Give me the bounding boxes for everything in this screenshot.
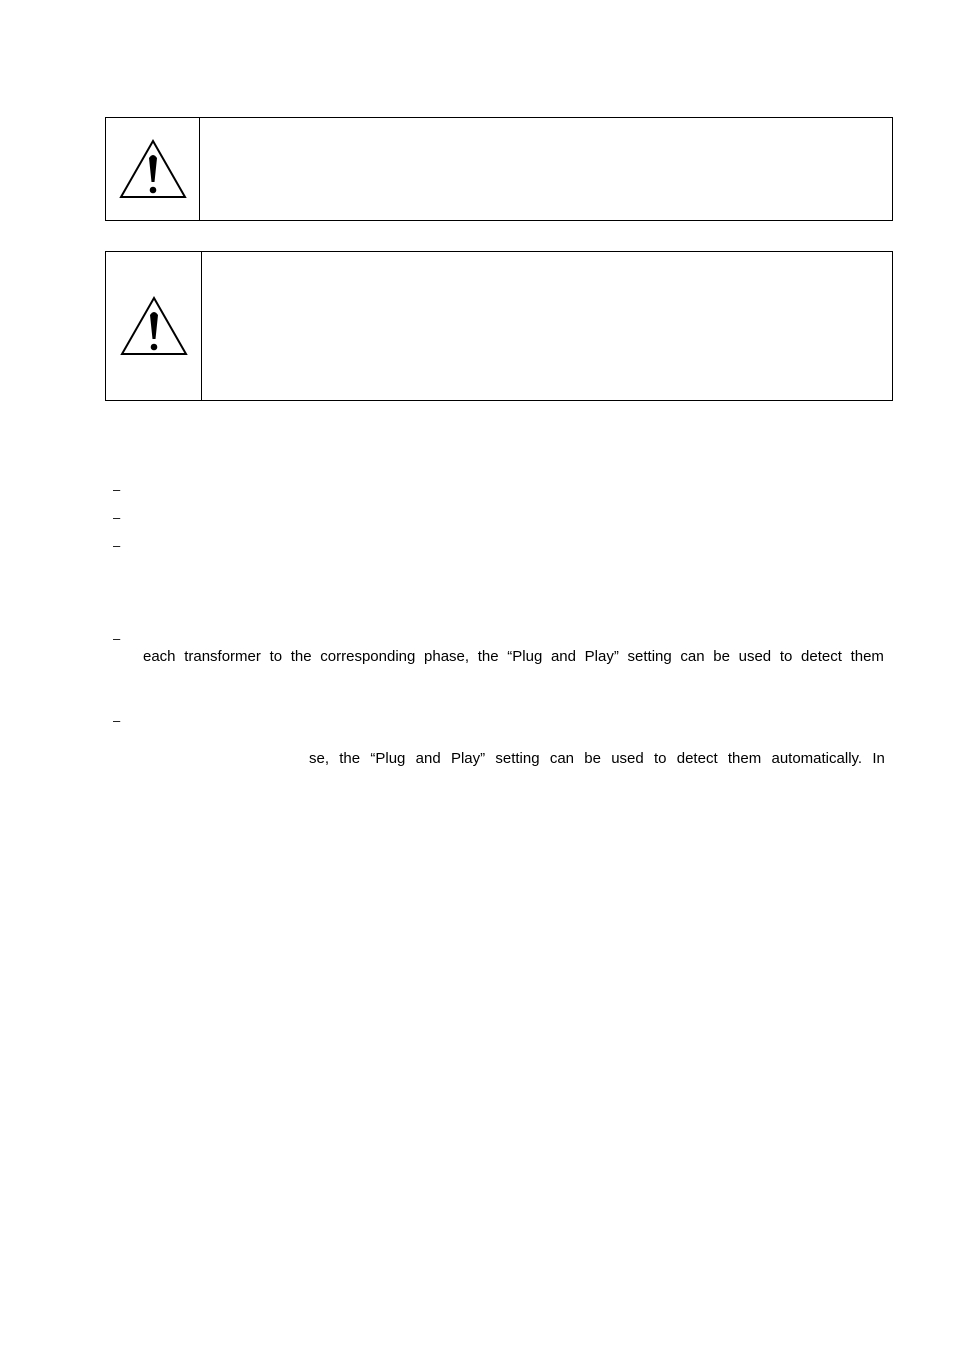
paragraph-word: and [415, 750, 441, 767]
paragraph-word: them [727, 750, 762, 767]
paragraph-word: detect [676, 750, 718, 767]
paragraph-word: transformer [184, 648, 261, 665]
paragraph-word: Play” [450, 750, 486, 767]
paragraph-word: “Plug [370, 750, 406, 767]
paragraph-line-plug-and-play [309, 750, 885, 768]
paragraph-word: Play” [584, 648, 619, 665]
paragraph-word: automatically. [771, 750, 863, 767]
list-bullet-dash: – [113, 631, 121, 646]
list-bullet-dash: – [113, 538, 121, 553]
warning-box-1 [105, 117, 893, 221]
paragraph-word: to [653, 750, 667, 767]
paragraph-word: In [872, 750, 885, 767]
paragraph-word: corresponding [320, 648, 416, 665]
paragraph-word: se, [309, 750, 330, 767]
paragraph-word: setting [627, 648, 672, 665]
paragraph-word: be [713, 648, 730, 665]
paragraph-word: detect [801, 648, 842, 665]
paragraph-word: phase, [424, 648, 470, 665]
paragraph-word: to [269, 648, 283, 665]
warning-triangle-icon [119, 295, 189, 357]
list-bullet-dash: – [113, 510, 121, 525]
paragraph-word: to [779, 648, 793, 665]
paragraph-word: be [584, 750, 601, 767]
paragraph-word: them [850, 648, 884, 665]
paragraph-word: can [680, 648, 705, 665]
paragraph-line-transformer [143, 648, 884, 666]
paragraph-word: setting [495, 750, 540, 767]
list-bullet-dash: – [113, 713, 121, 728]
paragraph-word: the [477, 648, 499, 665]
warning-icon-cell [106, 118, 200, 220]
paragraph-word: and [550, 648, 576, 665]
warning-box-2 [105, 251, 893, 401]
warning-text-cell [200, 118, 892, 220]
warning-triangle-icon [118, 138, 188, 200]
paragraph-word: used [611, 750, 644, 767]
paragraph-word: “Plug [507, 648, 543, 665]
paragraph-word: used [738, 648, 772, 665]
paragraph-word: each [143, 648, 176, 665]
warning-icon-cell [106, 252, 202, 400]
paragraph-word: the [290, 648, 312, 665]
warning-text-cell [202, 252, 892, 400]
list-bullet-dash: – [113, 482, 121, 497]
paragraph-word: can [549, 750, 575, 767]
paragraph-word: the [339, 750, 361, 767]
